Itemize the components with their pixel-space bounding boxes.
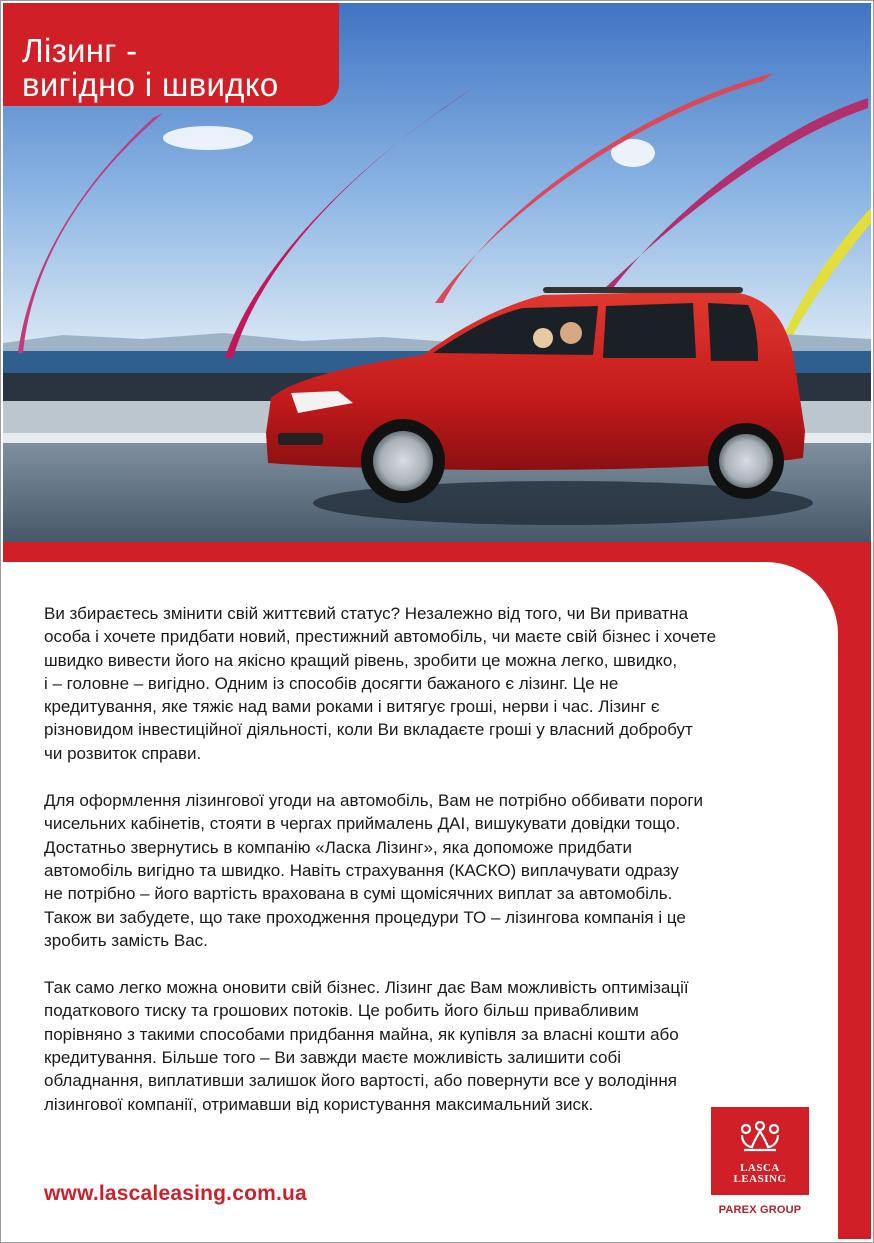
body-text (44, 602, 814, 1140)
paragraph-2: Для оформлення лізингової угоди на автомобіль, Вам не потрібно оббивати пороги чисельних кабінетів, стояти в чергах приймалень ДАІ, вишукувати довідки тощо. Достатньо звернутись в компанію «Ласка Лізинг», яка допоможе придбати автомобіль вигідно та швидко. Навіть страхування (КАСКО) виплачувати одразу не потрібно – його вартість врахована в сумі щомісячних виплат за автомобіль. Також ви забудете, що таке проходження процедури ТО – лізингова компанія і це зробить замість Вас. (44, 791, 704, 950)
website-link[interactable]: www.lascaleasing.com.ua (44, 1182, 307, 1205)
headline-line-2: вигідно і швидко (22, 66, 279, 103)
logo-text-leasing: LEASING (733, 1173, 787, 1185)
logo-text-lasca: LASCA (740, 1162, 780, 1174)
paragraph-3: Так само легко можна оновити свій бізнес. Лізинг дає Вам можливість оптимізації податкового тиску та грошових потоків. Це робить його більш привабливим порівняно з такими способами придбання майна, як купівля за власні кошти або кредитування. Більше того – Ви завжди маєте можливість залишити собі обладнання, виплативши залишок його вартості, або повернути все у володіння лізингової компанії, отримавши від користування максимальний зиск. (44, 978, 689, 1114)
lasca-leasing-logo (711, 1107, 809, 1195)
paragraph-1: Ви збираєтесь змінити свій життєвий статус? Незалежно від того, чи Ви приватна особа і хочете придбати новий, престижний автомобіль, чи маєте свій бізнес і хочете швидко вивести його на якісно кращий рівень, зробити це можна легко, швидко, і – головне – вигідно. Одним із способів досягти бажаного є лізинг. Це не кредитування, яке тяжіє над вами роками і витягує гроші, нерви і час. Лізинг є різновидом інвестиційної діяльності, коли Ви вкладаєте гроші у власний добробут чи розвиток справи. (44, 604, 717, 763)
crown-icon (738, 1121, 782, 1155)
headline-line-1: Лізинг - (22, 32, 138, 69)
headline-box (3, 3, 339, 106)
parex-group-label: PAREX GROUP (718, 1204, 802, 1216)
